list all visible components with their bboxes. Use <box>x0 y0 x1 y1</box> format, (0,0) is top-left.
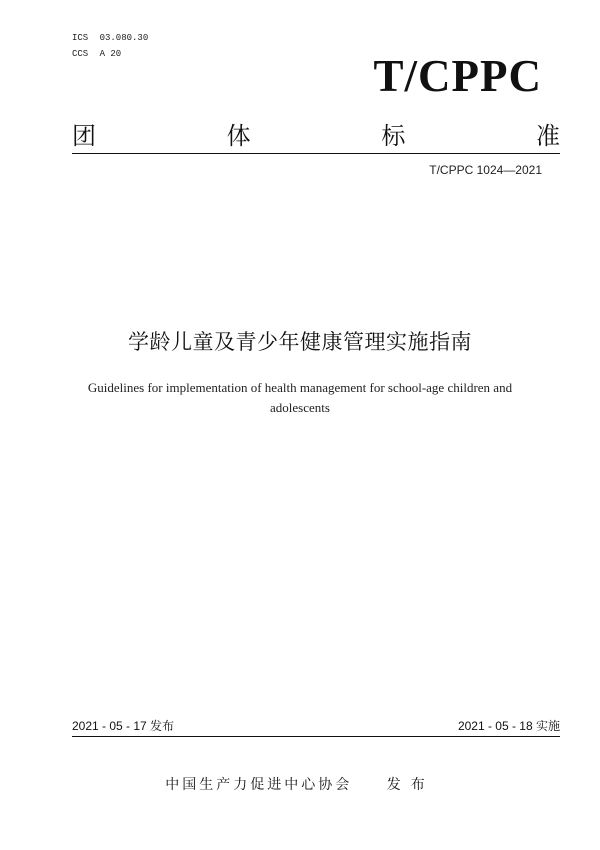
publisher-line <box>0 774 600 794</box>
ics-row <box>72 30 154 46</box>
publisher-action: 发布 <box>386 777 435 793</box>
footer-divider <box>72 736 560 737</box>
standard-type-char: 团 <box>72 122 96 150</box>
classification-codes <box>72 30 154 62</box>
header-divider <box>72 153 560 154</box>
ccs-row <box>72 46 154 62</box>
title-english: Guidelines for implementation of health management for school-age children and adolescents <box>87 380 513 415</box>
standard-type-char: 体 <box>226 122 251 150</box>
standard-type-char: 准 <box>535 122 560 150</box>
org-code: T/CPPC <box>373 51 542 101</box>
publisher-org: 中国生产力促进中心协会 <box>165 777 353 793</box>
standard-number: T/CPPC 1024—2021 <box>429 163 542 177</box>
ccs-label: CCS <box>72 49 89 59</box>
ics-value: 03.080.30 <box>99 33 149 43</box>
title-chinese: 学龄儿童及青少年健康管理实施指南 <box>128 330 472 354</box>
issue-date: 2021 - 05 - 17 发布 <box>72 719 175 733</box>
ccs-value: A 20 <box>99 49 122 59</box>
standard-type <box>72 116 560 151</box>
ics-label: ICS <box>72 33 89 43</box>
standard-type-char: 标 <box>381 122 406 150</box>
implementation-date: 2021 - 05 - 18 实施 <box>457 719 560 733</box>
